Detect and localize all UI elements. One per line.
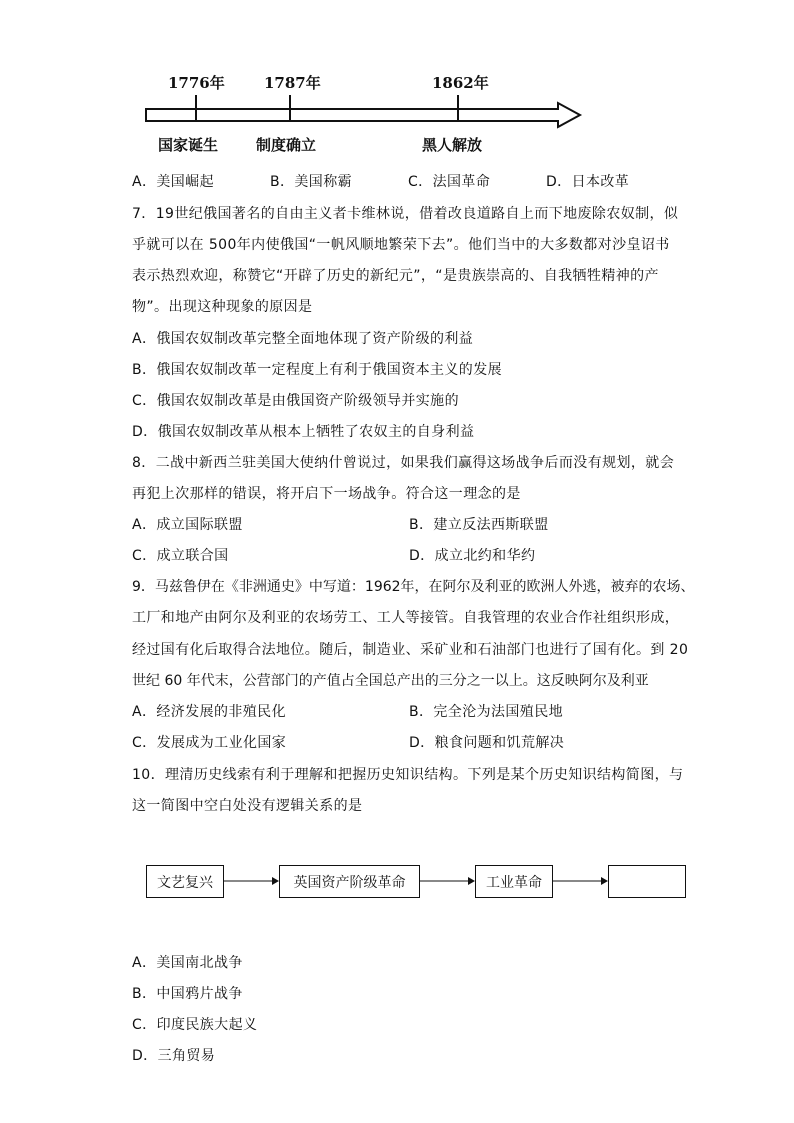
timeline-label-founding: 国家诞生 — [158, 136, 219, 154]
q9-stem-line: 经过国有化后取得合法地位。随后，制造业、采矿业和石油部门也进行了国有化。到 20 — [132, 642, 689, 658]
q8-option-b: B．建立反法西斯联盟 — [409, 517, 549, 533]
q7-stem-line: 物”。出现这种现象的原因是 — [132, 299, 313, 315]
q7-option-a: A．俄国农奴制改革完整全面地体现了资产阶级的利益 — [132, 331, 474, 347]
q10-stem-line: 10．理清历史线索有利于理解和把握历史知识结构。下列是某个历史知识结构简图，与 — [132, 767, 684, 783]
timeline-year-1776: 1776年 — [168, 74, 225, 92]
q9-stem-line: 工厂和地产由阿尔及利亚的农场劳工、工人等接管。自我管理的农业合作社组织形成， — [132, 610, 680, 626]
q10-option-c: C．印度民族大起义 — [132, 1017, 258, 1033]
timeline-label-system: 制度确立 — [256, 136, 317, 154]
q8-stem-line: 8．二战中新西兰驻美国大使纳什曾说过，如果我们赢得这场战争后而没有规划，就会 — [132, 455, 675, 471]
q7-option-d: D．俄国农奴制改革从根本上牺牲了农奴主的自身利益 — [132, 424, 475, 440]
flow-arrow-1 — [224, 874, 280, 888]
q9-stem-line: 世纪 60 年代末，公营部门的产值占全国总产出的三分之一以上。这反映阿尔及利亚 — [132, 673, 649, 689]
flow-box-renaissance: 文艺复兴 — [146, 865, 224, 898]
q8-option-a: A．成立国际联盟 — [132, 517, 243, 533]
q9-option-c: C．发展成为工业化国家 — [132, 735, 287, 751]
timeline-arrow — [140, 95, 590, 135]
flow-box-industrial-revolution: 工业革命 — [475, 865, 553, 898]
q10-option-a: A．美国南北战争 — [132, 955, 243, 971]
q7-option-b: B．俄国农奴制改革一定程度上有利于俄国资本主义的发展 — [132, 362, 503, 378]
q6-option-c: C．法国革命 — [408, 174, 491, 190]
flow-box-blank — [608, 865, 686, 898]
q7-stem-line: 乎就可以在 500年内使俄国“一帆风顺地繁荣下去”。他们当中的大多数都对沙皇诏书 — [132, 237, 670, 253]
q8-stem-line: 再犯上次那样的错误，将开启下一场战争。符合这一理念的是 — [132, 486, 521, 502]
q9-option-d: D．粮食问题和饥荒解决 — [409, 735, 565, 751]
q7-stem-line: 表示热烈欢迎，称赞它“开辟了历史的新纪元”，“是贵族崇高的、自我牺牲精神的产 — [132, 268, 659, 284]
q6-option-d: D．日本改革 — [546, 174, 630, 190]
timeline-year-1862: 1862年 — [432, 74, 489, 92]
timeline-year-1787: 1787年 — [264, 74, 321, 92]
q8-option-c: C．成立联合国 — [132, 548, 229, 564]
q9-stem-line: 9．马兹鲁伊在《非洲通史》中写道：1962年，在阿尔及利亚的欧洲人外逃，被弃的农场、 — [132, 579, 695, 595]
flow-arrow-2 — [420, 874, 476, 888]
q10-option-b: B．中国鸦片战争 — [132, 986, 243, 1002]
q6-option-a: A．美国崛起 — [132, 174, 214, 190]
flow-box-english-revolution: 英国资产阶级革命 — [279, 865, 420, 898]
q7-stem-line: 7．19世纪俄国著名的自由主义者卡维林说，借着改良道路自上而下地废除农奴制，似 — [132, 206, 679, 222]
q9-option-b: B．完全沦为法国殖民地 — [409, 704, 564, 720]
q9-option-a: A．经济发展的非殖民化 — [132, 704, 286, 720]
q8-option-d: D．成立北约和华约 — [409, 548, 536, 564]
q10-option-d: D．三角贸易 — [132, 1048, 216, 1064]
q6-option-b: B．美国称霸 — [270, 174, 353, 190]
flow-arrow-3 — [553, 874, 609, 888]
timeline-label-emancipation: 黑人解放 — [422, 136, 483, 154]
q10-stem-line: 这一简图中空白处没有逻辑关系的是 — [132, 798, 363, 814]
q7-option-c: C．俄国农奴制改革是由俄国资产阶级领导并实施的 — [132, 393, 459, 409]
